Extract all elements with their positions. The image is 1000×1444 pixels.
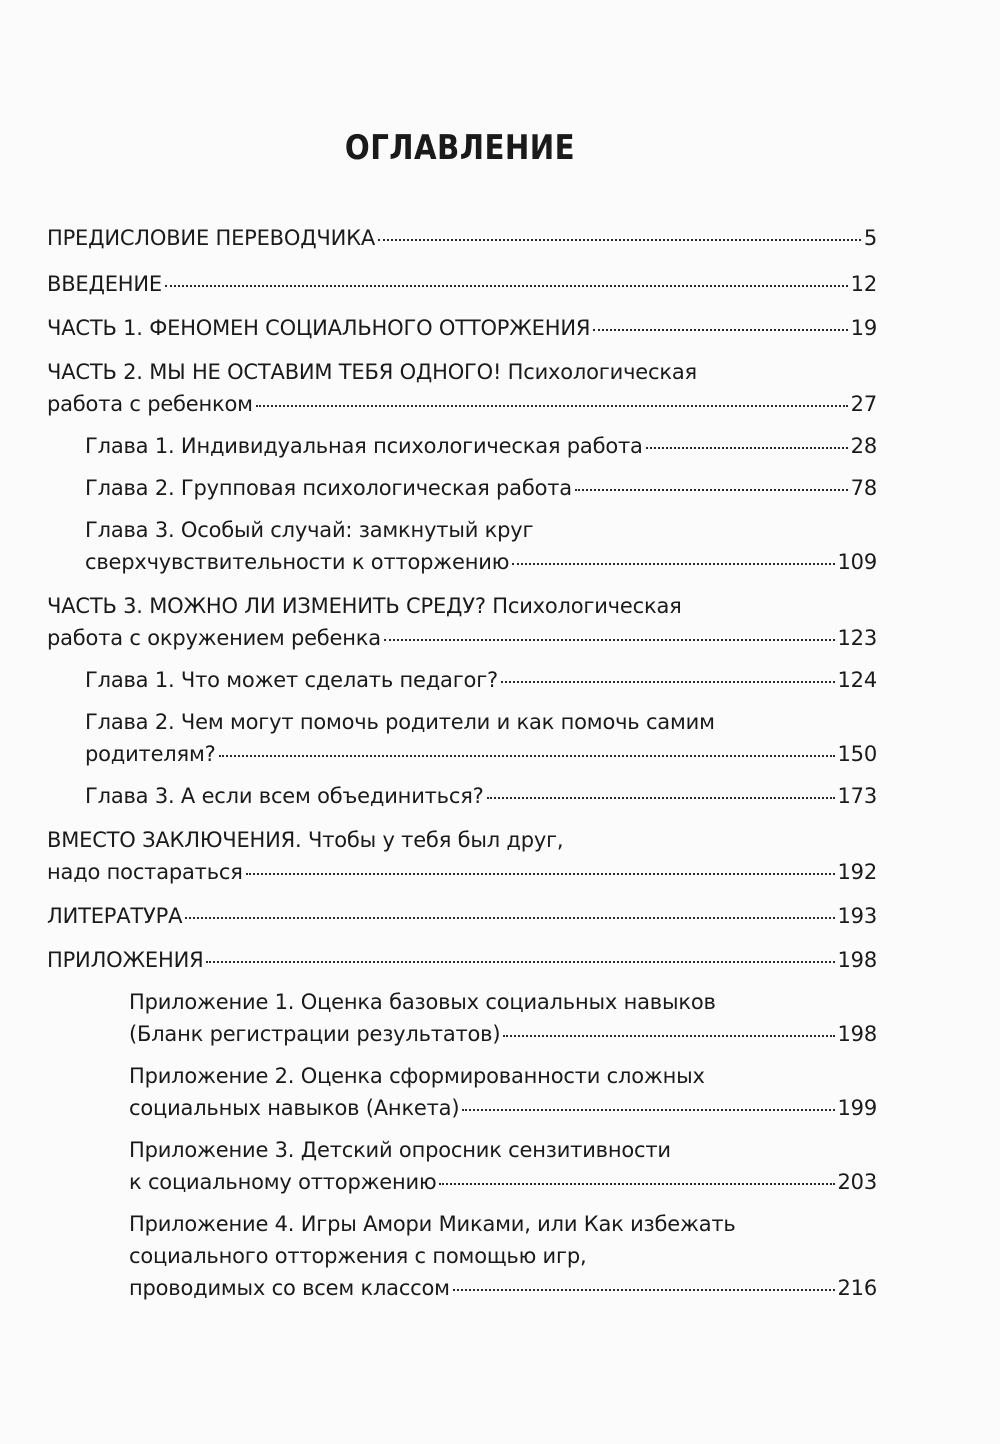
toc-entry-appendices	[47, 944, 877, 976]
toc-entry-appendix-1	[47, 986, 877, 1050]
toc-entry-foreword	[47, 222, 877, 254]
toc-entry-part-2-chapter-2	[47, 472, 877, 504]
dot-leader	[185, 917, 834, 919]
toc-entry-title-line: ЧАСТЬ 2. МЫ НЕ ОСТАВИМ ТЕБЯ ОДНОГО! Психологическая	[47, 360, 697, 384]
dot-leader	[575, 489, 848, 491]
toc-entry-part-2-chapter-1	[47, 430, 877, 462]
toc-entry-appendix-2	[47, 1060, 877, 1124]
toc-entry-title: Глава 2. Групповая психологическая работа	[85, 476, 572, 500]
toc-entry-appendix-3	[47, 1134, 877, 1198]
dot-leader	[503, 1035, 834, 1037]
toc-entry-title: ВВЕДЕНИЕ	[47, 272, 162, 296]
toc-entry-title: родителям?	[85, 742, 216, 766]
toc-entry-part-2-chapter-3	[47, 514, 877, 578]
toc-page-number: 193	[837, 904, 877, 928]
toc-page-number: 198	[837, 948, 877, 972]
toc-entry-literature	[47, 900, 877, 932]
dot-leader	[501, 681, 835, 683]
toc-entry-title: ЛИТЕРАТУРА	[47, 904, 183, 928]
toc-entry-title-line: ВМЕСТО ЗАКЛЮЧЕНИЯ. Чтобы у тебя был друг,	[47, 828, 564, 852]
dot-leader	[453, 1289, 835, 1291]
toc-entry-title: надо постараться	[47, 860, 243, 884]
toc-entry-title: ПРЕДИСЛОВИЕ ПЕРЕВОДЧИКА	[47, 226, 375, 250]
toc-entry-title-line: Приложение 2. Оценка сформированности сложных	[129, 1064, 705, 1088]
dot-leader	[206, 961, 834, 963]
toc-page-number: 19	[850, 316, 877, 340]
toc-entry-title-line: Приложение 3. Детский опросник сензитивности	[129, 1138, 671, 1162]
toc-entry-title: Глава 3. А если всем объединиться?	[85, 784, 484, 808]
toc-entry-title: к социальному отторжению	[129, 1170, 437, 1194]
toc-entry-title-line: Глава 3. Особый случай: замкнутый круг	[85, 518, 534, 542]
toc-entry-part-3-chapter-3	[47, 780, 877, 812]
toc-page-number: 123	[837, 626, 877, 650]
toc-entry-title-line: Глава 2. Чем могут помочь родители и как помочь самим	[85, 710, 715, 734]
toc-page-number: 124	[837, 668, 877, 692]
toc-entry-title-line: ЧАСТЬ 3. МОЖНО ЛИ ИЗМЕНИТЬ СРЕДУ? Психологическая	[47, 594, 682, 618]
toc-page-number: 5	[863, 226, 877, 250]
toc-page-number: 12	[850, 272, 877, 296]
dot-leader	[165, 285, 848, 287]
page-title: ОГЛАВЛЕНИЕ	[344, 128, 576, 168]
toc-page-number: 198	[837, 1022, 877, 1046]
toc-page-number: 199	[837, 1096, 877, 1120]
dot-leader	[219, 755, 835, 757]
toc-entry-title: (Бланк регистрации результатов)	[129, 1022, 501, 1046]
dot-leader	[593, 329, 847, 331]
toc-entry-part-2	[47, 356, 877, 420]
toc-entry-title: социальных навыков (Анкета)	[129, 1096, 460, 1120]
toc-page-number: 173	[837, 784, 877, 808]
toc-entry-part-3	[47, 590, 877, 654]
toc-entry-introduction	[47, 268, 877, 300]
toc-entry-title: Глава 1. Что может сделать педагог?	[85, 668, 498, 692]
dot-leader	[384, 639, 835, 641]
toc-entry-title-line: Приложение 1. Оценка базовых социальных навыков	[129, 990, 716, 1014]
toc-entry-part-3-chapter-1	[47, 664, 877, 696]
toc-entry-title: проводимых со всем классом	[129, 1276, 450, 1300]
dot-leader	[487, 797, 835, 799]
toc-page-number: 27	[850, 392, 877, 416]
toc-entry-part-1	[47, 312, 877, 344]
table-of-contents	[47, 222, 877, 1304]
toc-page-number: 150	[837, 742, 877, 766]
toc-entry-appendix-4	[47, 1208, 877, 1304]
toc-entry-title: Глава 1. Индивидуальная психологическая работа	[85, 434, 643, 458]
toc-page-number: 203	[837, 1170, 877, 1194]
toc-page-number: 216	[837, 1276, 877, 1300]
toc-entry-title: работа с ребенком	[47, 392, 253, 416]
dot-leader	[646, 447, 848, 449]
toc-entry-title-line: Приложение 4. Игры Амори Миками, или Как избежать социального отторжения с помощью игр,	[129, 1212, 736, 1268]
toc-page-number: 28	[850, 434, 877, 458]
toc-page-number: 192	[837, 860, 877, 884]
dot-leader	[378, 239, 861, 241]
dot-leader	[462, 1109, 834, 1111]
dot-leader	[512, 563, 834, 565]
dot-leader	[256, 405, 848, 407]
toc-page-number: 78	[850, 476, 877, 500]
toc-entry-title: работа с окружением ребенка	[47, 626, 381, 650]
toc-entry-title: ПРИЛОЖЕНИЯ	[47, 948, 204, 972]
toc-entry-part-3-chapter-2	[47, 706, 877, 770]
toc-page-number: 109	[837, 550, 877, 574]
toc-entry-conclusion	[47, 824, 877, 888]
dot-leader	[246, 873, 835, 875]
dot-leader	[439, 1183, 834, 1185]
toc-entry-title: сверхчувствительности к отторжению	[85, 550, 510, 574]
toc-entry-title: ЧАСТЬ 1. ФЕНОМЕН СОЦИАЛЬНОГО ОТТОРЖЕНИЯ	[47, 316, 591, 340]
